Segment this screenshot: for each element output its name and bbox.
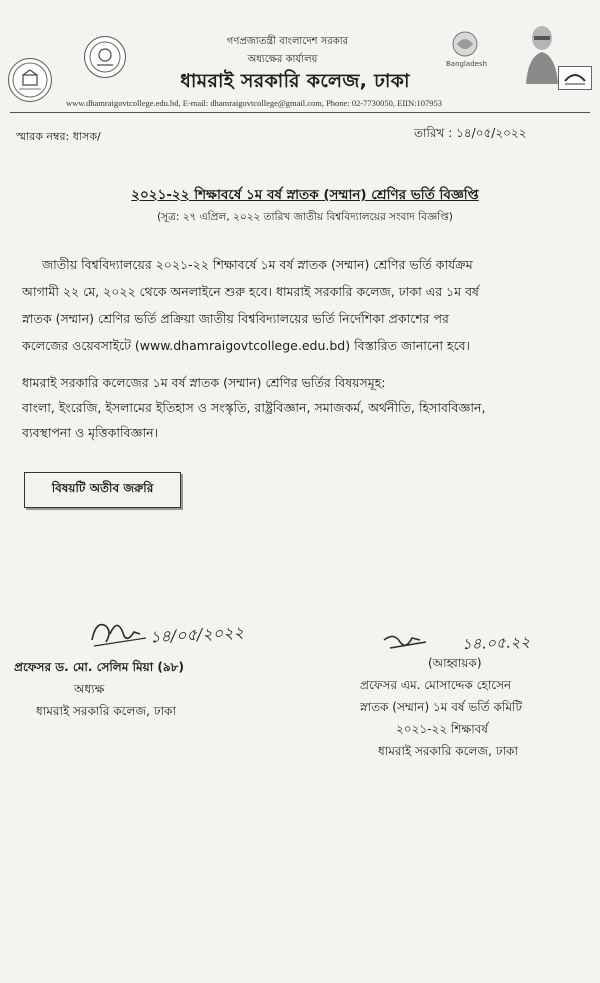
convener-block (360, 652, 590, 762)
subjects-heading: ধামরাই সরকারি কলেজের ১ম বর্ষ স্নাতক (সম্মান) শ্রেণির ভর্তির বিষয়সমূহ: (22, 375, 386, 390)
principal-name: প্রফেসর ড. মো. সেলিম মিয়া (৯৮) (14, 660, 184, 674)
office-line: অধ্যক্ষের কার্যালয় (247, 54, 318, 65)
portrait-icon (522, 20, 562, 86)
memo-ref: স্মারক নম্বর: ধাসক/ (16, 130, 101, 143)
college-name: ধামরাই সরকারি কলেজ, ঢাকা (180, 70, 410, 92)
college-seal-icon (8, 58, 52, 102)
contact-line: www.dhamraigovtcollege.edu.bd, E-mail: dhamraigovtcollege@gmail.com, Phone: 02-7730050, EIIN:107953 (66, 98, 442, 108)
principal-signature (88, 612, 158, 652)
convener-handwritten-date: ১৪.০৫.২২ (461, 632, 531, 654)
principal-institution: ধামরাই সরকারি কলেজ, ঢাকা (36, 704, 176, 718)
convener-session: ২০২১-২২ শিক্ষাবর্ষ (396, 722, 488, 736)
convener-role: (আহ্বায়ক) (428, 656, 482, 670)
subjects-line-2: ব্যবস্থাপনা ও মৃত্তিকাবিজ্ঞান। (22, 425, 159, 440)
convener-name: প্রফেসর এম. মোসাদ্দেক হোসেন (360, 678, 512, 692)
principal-designation: অধ্যক্ষ (74, 682, 105, 696)
subjects-section (22, 370, 582, 445)
convener-committee: স্নাতক (সম্মান) ১ম বর্ষ ভর্তি কমিটি (360, 700, 522, 714)
mujib-year-logo-icon (558, 66, 592, 90)
convener-institution: ধামরাই সরকারি কলেজ, ঢাকা (378, 744, 518, 758)
memo-date: তারিখ : ১৪/০৫/২০২২ (414, 126, 527, 140)
paragraph-1-line-2: আগামী ২২ মে, ২০২২ থেকে অনলাইনে শুরু হবে। ধামরাই সরকারি কলেজ, ঢাকা এর ১ম বর্ষ (22, 284, 479, 299)
paragraph-1-line-3: স্নাতক (সম্মান) শ্রেণির ভর্তি প্রক্রিয়া জাতীয় বিশ্ববিদ্যালয়ের ভর্তি নির্দেশিকা প্রকাশের পর (22, 311, 449, 326)
digital-bangladesh-logo-text: Bangladesh (446, 60, 488, 68)
govt-line: গণপ্রজাতন্ত্রী বাংলাদেশ সরকার (226, 36, 349, 47)
notice-title: ২০২১-২২ শিক্ষাবর্ষে ১ম বর্ষ স্নাতক (সম্মান) শ্রেণির ভর্তি বিজ্ঞপ্তি (131, 187, 479, 203)
principal-block (14, 656, 274, 722)
paragraph-1-line-1: জাতীয় বিশ্ববিদ্যালয়ের ২০২১-২২ শিক্ষাবর্ষে ১ম বর্ষ স্নাতক (সম্মান) শ্রেণির ভর্তি কার্যক্রম (42, 257, 473, 272)
paragraph-1-line-4: কলেজের ওয়েবসাইটে (www.dhamraigovtcollege.edu.bd) বিস্তারিত জানানো হবে। (22, 338, 471, 353)
paragraph-1 (22, 251, 582, 359)
principal-handwritten-date: ১৪/০৫/২০২২ (149, 622, 245, 647)
subjects-line-1: বাংলা, ইংরেজি, ইসলামের ইতিহাস ও সংস্কৃতি, রাষ্ট্রবিজ্ঞান, সমাজকর্ম, অর্থনীতি, হিসাববিজ্ঞান, (22, 400, 486, 415)
urgent-notice-box: বিষয়টি অতীব জরুরি (24, 472, 181, 508)
college-emblem-icon (84, 36, 126, 78)
header-divider (10, 112, 590, 113)
notice-source: (সূত্র: ২৭ এপ্রিল, ২০২২ তারিখ জাতীয় বিশ্ববিদ্যালয়ের সংবাদ বিজ্ঞপ্তি) (157, 211, 453, 223)
